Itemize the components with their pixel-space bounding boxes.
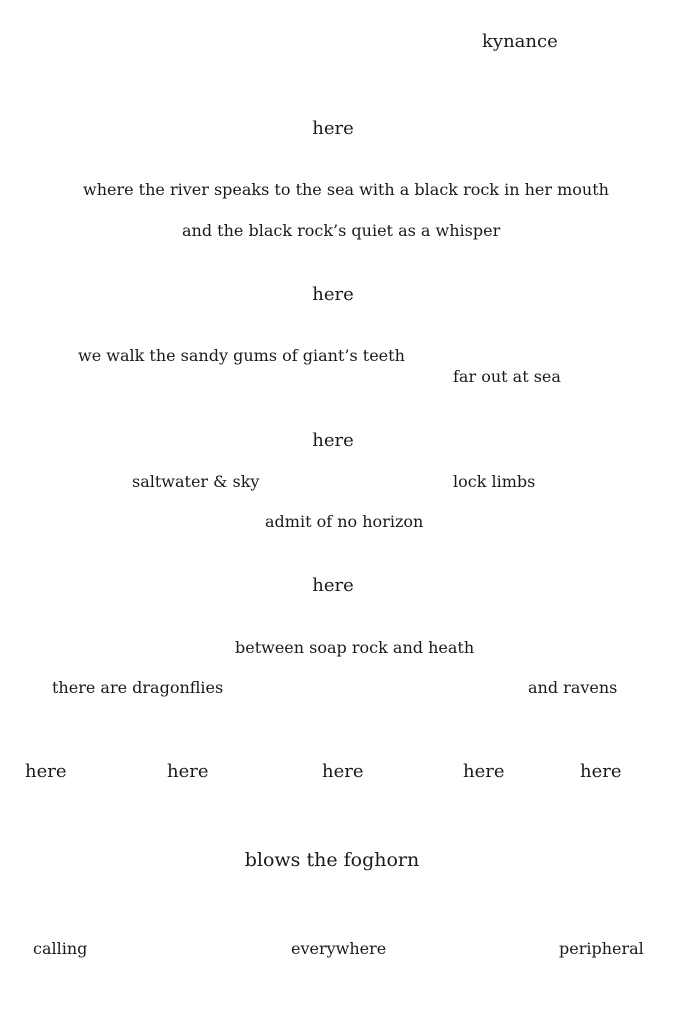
poem-line-sandy-gums: we walk the sandy gums of giant’s teeth bbox=[78, 346, 405, 365]
here-row-word-5: here bbox=[580, 761, 622, 782]
poem-line-foghorn: blows the foghorn bbox=[244, 849, 420, 871]
poem-word-peripheral: peripheral bbox=[559, 939, 644, 958]
poem-line-dragonflies: there are dragonflies bbox=[52, 678, 224, 697]
poem-word-everywhere: everywhere bbox=[291, 939, 387, 958]
poem-line-saltwater: saltwater & sky bbox=[132, 472, 260, 491]
poem-title: kynance bbox=[482, 31, 558, 52]
here-row-word-1: here bbox=[25, 761, 67, 782]
poem-line-ravens: and ravens bbox=[528, 678, 618, 697]
poem-word-calling: calling bbox=[33, 939, 88, 958]
poem-line-far-out: far out at sea bbox=[453, 367, 561, 386]
poem-line-black-rock: and the black rock’s quiet as a whisper bbox=[182, 221, 501, 240]
poem-line-river: where the river speaks to the sea with a black rock in her mouth bbox=[83, 180, 609, 199]
poem-line-soap-rock: between soap rock and heath bbox=[235, 638, 475, 657]
here-row-word-4: here bbox=[463, 761, 505, 782]
here-row-word-2: here bbox=[167, 761, 209, 782]
here-word-1: here bbox=[312, 118, 354, 139]
here-word-3: here bbox=[312, 430, 354, 451]
here-row-word-3: here bbox=[322, 761, 364, 782]
here-word-2: here bbox=[312, 284, 354, 305]
poem-line-horizon: admit of no horizon bbox=[265, 512, 424, 531]
here-word-4: here bbox=[312, 575, 354, 596]
poem-line-lock-limbs: lock limbs bbox=[453, 472, 536, 491]
